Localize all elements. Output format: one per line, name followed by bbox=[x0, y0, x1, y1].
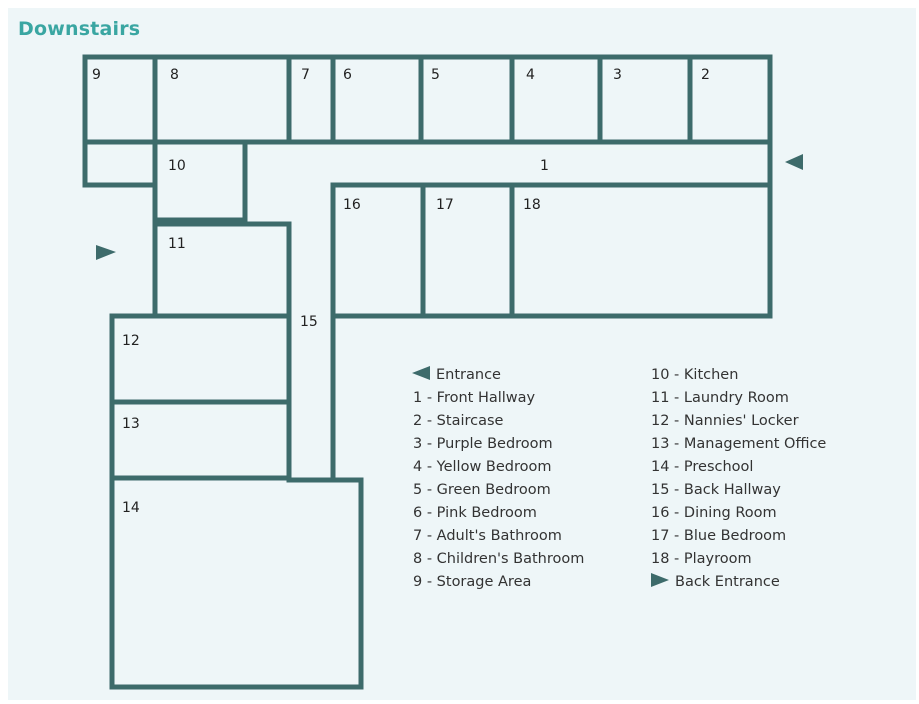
legend-item: 2 - Staircase bbox=[413, 413, 504, 429]
legend-item: 8 - Children's Bathroom bbox=[413, 551, 585, 567]
room-label-12: 12 bbox=[122, 333, 140, 349]
room-label-2: 2 bbox=[701, 67, 710, 83]
legend-item: Entrance bbox=[436, 367, 501, 383]
room-label-10: 10 bbox=[168, 158, 186, 174]
legend-item: 4 - Yellow Bedroom bbox=[413, 459, 552, 475]
top-row-frame bbox=[85, 57, 770, 142]
legend-item: 10 - Kitchen bbox=[651, 367, 739, 383]
legend-item: 16 - Dining Room bbox=[651, 505, 777, 521]
legend-item: 11 - Laundry Room bbox=[651, 390, 789, 406]
room-label-14: 14 bbox=[122, 500, 140, 516]
legend-item: 9 - Storage Area bbox=[413, 574, 532, 590]
legend bbox=[412, 366, 826, 590]
legend-item: 12 - Nannies' Locker bbox=[651, 413, 799, 429]
room-label-13: 13 bbox=[122, 416, 140, 432]
entrance-arrow-icon bbox=[785, 154, 803, 170]
legend-item: 13 - Management Office bbox=[651, 436, 827, 452]
legend-item: 6 - Pink Bedroom bbox=[413, 505, 537, 521]
page-title: Downstairs bbox=[18, 18, 141, 40]
legend-item: 18 - Playroom bbox=[651, 551, 752, 567]
room-label-18: 18 bbox=[523, 197, 541, 213]
room-label-7: 7 bbox=[301, 67, 310, 83]
room-label-3: 3 bbox=[613, 67, 622, 83]
room-label-15: 15 bbox=[300, 314, 318, 330]
legend-item: 1 - Front Hallway bbox=[413, 390, 536, 406]
room-label-16: 16 bbox=[343, 197, 361, 213]
room-label-8: 8 bbox=[170, 67, 179, 83]
legend-item: 5 - Green Bedroom bbox=[413, 482, 551, 498]
legend-back-entrance-arrow-icon bbox=[651, 573, 669, 587]
legend-item: 7 - Adult's Bathroom bbox=[413, 528, 562, 544]
room-label-4: 4 bbox=[526, 67, 535, 83]
legend-item: 17 - Blue Bedroom bbox=[651, 528, 787, 544]
room-label-9: 9 bbox=[92, 67, 101, 83]
legend-item: 3 - Purple Bedroom bbox=[413, 436, 553, 452]
room-label-5: 5 bbox=[431, 67, 440, 83]
room-label-17: 17 bbox=[436, 197, 454, 213]
room-labels bbox=[92, 67, 710, 516]
legend-item: Back Entrance bbox=[675, 574, 780, 590]
legend-entrance-arrow-icon bbox=[412, 366, 430, 380]
room-label-6: 6 bbox=[343, 67, 352, 83]
legend-item: 15 - Back Hallway bbox=[651, 482, 781, 498]
back-entrance-arrow-icon bbox=[96, 245, 116, 260]
room-label-11: 11 bbox=[168, 236, 186, 252]
room-label-1: 1 bbox=[540, 158, 549, 174]
legend-item: 14 - Preschool bbox=[651, 459, 754, 475]
